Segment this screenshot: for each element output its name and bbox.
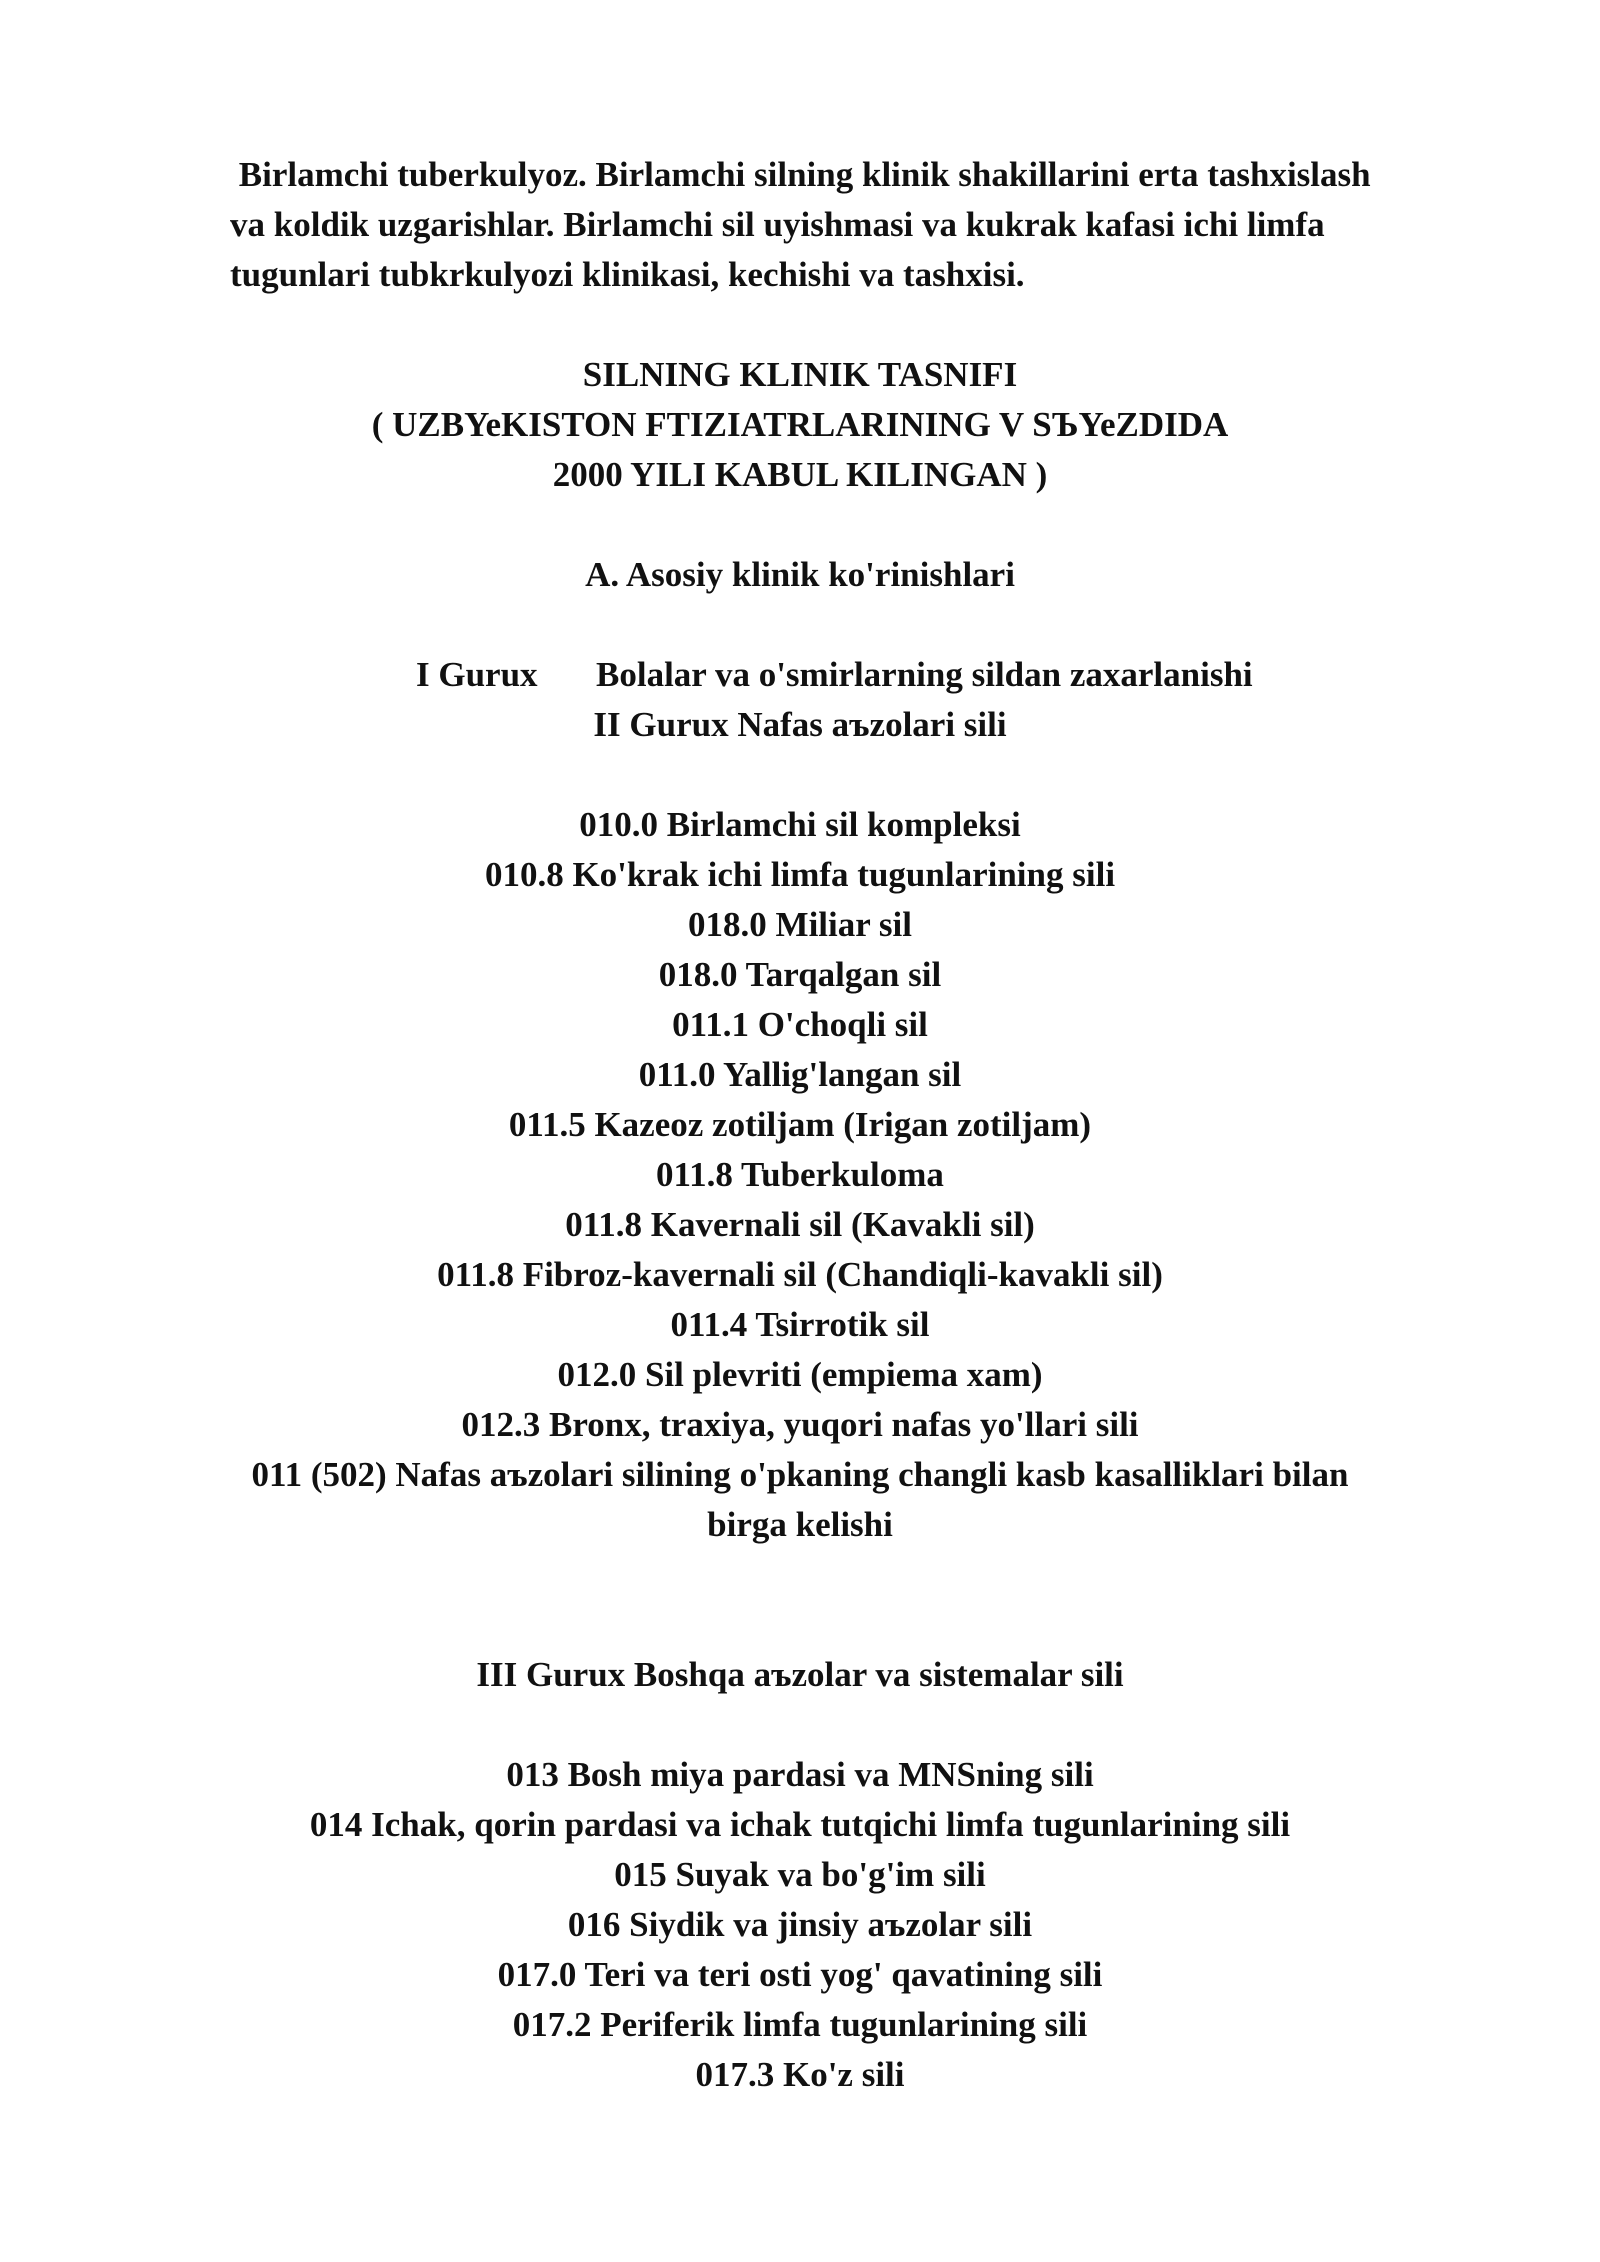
intro-line-3: tugunlari tubkrkulyozi klinikasi, kechishi va tashxisi.: [230, 255, 1025, 294]
group-2-item: 010.0 Birlamchi sil kompleksi: [579, 805, 1021, 844]
group-2-item: 018.0 Tarqalgan sil: [658, 955, 942, 994]
intro-paragraph: [230, 150, 1480, 300]
classification-subtitle-line-2: 2000 YILI KABUL KILINGAN ): [552, 455, 1048, 494]
group-3-item: 017.3 Ko'z sili: [695, 2055, 905, 2094]
group-2-item: 018.0 Miliar sil: [688, 905, 912, 944]
group-1-number: I Gurux: [416, 655, 538, 694]
group-3-item: 014 Ichak, qorin pardasi va ichak tutqichi limfa tugunlarining sili: [309, 1805, 1291, 1844]
group-2-item: 011.1 O'choqli sil: [672, 1005, 928, 1044]
group-2-item: 012.0 Sil plevriti (empiema xam): [557, 1355, 1043, 1394]
group-3-item: 013 Bosh miya pardasi va MNSning sili: [506, 1755, 1094, 1794]
group-3-heading: III Gurux Boshqa aъzolar va sistemalar sili: [476, 1655, 1124, 1694]
group-3-item: 015 Suyak va bo'g'im sili: [614, 1855, 986, 1894]
group-2-heading: II Gurux Nafas aъzolari sili: [593, 705, 1007, 744]
classification-title: SILNING KLINIK TASNIFI: [582, 355, 1018, 394]
group-2-item: 010.8 Ko'krak ichi limfa tugunlarining sili: [484, 855, 1116, 894]
classification-subtitle-line-1: ( UZBYeKISTON FTIZIATRLARINING V SЪYeZDIDA: [371, 405, 1229, 444]
group-3-item: 016 Siydik va jinsiy aъzolar sili: [567, 1905, 1033, 1944]
group-2-item: 011.8 Kavernali sil (Kavakli sil): [565, 1205, 1035, 1244]
intro-line-1: Birlamchi tuberkulyoz. Birlamchi silning klinik shakillarini erta tashxislash: [230, 155, 1371, 194]
group-2-item: 011.0 Yallig'langan sil: [638, 1055, 962, 1094]
intro-line-2: va koldik uzgarishlar. Birlamchi sil uyishmasi va kukrak kafasi ichi limfa: [230, 205, 1325, 244]
group-2-item: 011.4 Tsirrotik sil: [670, 1305, 930, 1344]
group-2-item: birga kelishi: [707, 1505, 893, 1544]
group-1-title: Bolalar va o'smirlarning sildan zaxarlanishi: [596, 655, 1253, 694]
group-2-item: 011.8 Tuberkuloma: [656, 1155, 944, 1194]
group-3-item: 017.2 Periferik limfa tugunlarining sili: [512, 2005, 1088, 2044]
group-2-item: 011.5 Kazeoz zotiljam (Irigan zotiljam): [508, 1105, 1092, 1144]
group-2-item: 011 (502) Nafas aъzolari silining o'pkaning changli kasb kasalliklari bilan: [251, 1455, 1349, 1494]
section-a-title: A. Asosiy klinik ko'rinishlari: [585, 555, 1015, 594]
group-2-item: 012.3 Bronx, traxiya, yuqori nafas yo'llari sili: [461, 1405, 1139, 1444]
group-2-item: 011.8 Fibroz-kavernali sil (Chandiqli-kavakli sil): [437, 1255, 1163, 1294]
group-3-item: 017.0 Teri va teri osti yog' qavatining sili: [497, 1955, 1103, 1994]
